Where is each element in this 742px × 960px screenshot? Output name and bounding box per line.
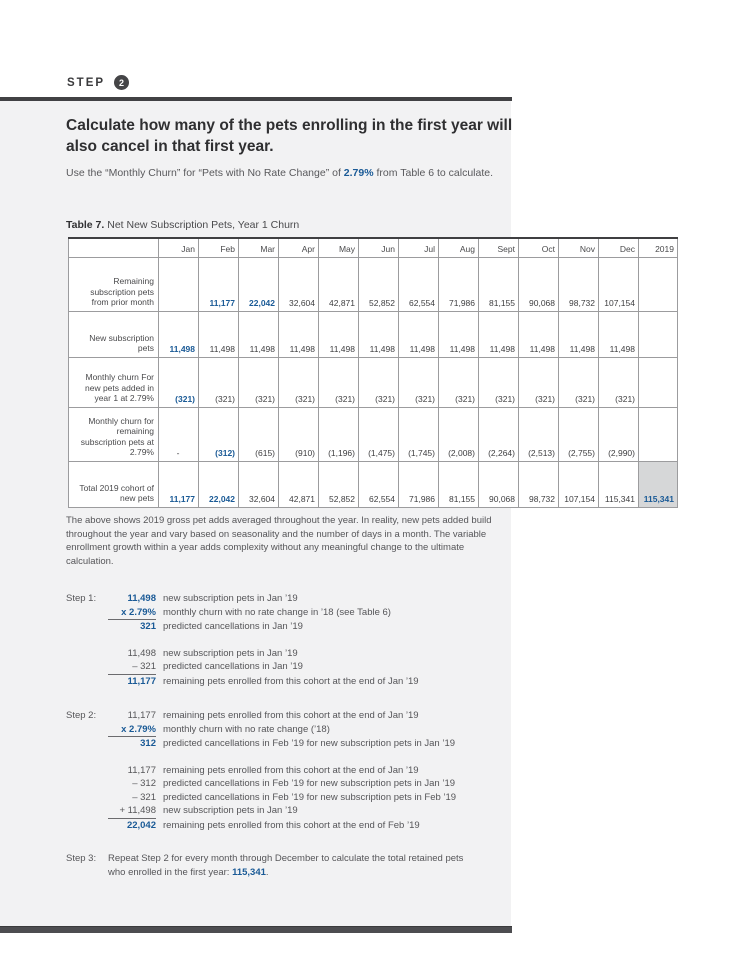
table-cell: 98,732 — [559, 257, 599, 311]
table-cell: 90,068 — [479, 461, 519, 507]
bottom-rule — [0, 926, 512, 933]
table-cell: 71,986 — [399, 461, 439, 507]
calc-number: x 2.79% — [108, 606, 156, 621]
row-label: Monthly churn for remaining subscription pets at 2.79% — [69, 407, 159, 461]
table-caption — [66, 219, 299, 231]
table-cell: 11,498 — [479, 311, 519, 357]
calc-number: 11,498 — [127, 647, 156, 659]
column-header: Apr — [279, 238, 319, 257]
table-cell: (321) — [279, 357, 319, 407]
intro-text-prefix: Use the “Monthly Churn” for “Pets with No Rate Change” of — [66, 167, 344, 179]
calc-description: remaining pets enrolled from this cohort at the end of Jan ’19 — [163, 675, 419, 687]
calc-description: new subscription pets in Jan ’19 — [163, 593, 298, 604]
table-cell — [159, 257, 199, 311]
note-paragraph: The above shows 2019 gross pet adds averaged throughout the year. In reality, new pets added build throughout the year and vary based on seasonality and the number of days in a month. The variable enrollment growth within a year adds complexity without any meaningful change to the ultimate calculation. — [66, 515, 492, 567]
table-cell: 11,177 — [199, 257, 239, 311]
column-header: Nov — [559, 238, 599, 257]
calc-description: remaining pets enrolled from this cohort at the end of Feb ’19 — [163, 819, 420, 831]
calc-line — [108, 660, 419, 675]
table-cell: 32,604 — [239, 461, 279, 507]
calc-description: monthly churn with no rate change in ’18 (see Table 6) — [163, 606, 391, 618]
calc-line — [108, 819, 456, 833]
table-row — [69, 461, 678, 507]
step-1-block — [66, 592, 419, 688]
table-cell: 81,155 — [439, 461, 479, 507]
intro-paragraph — [66, 165, 506, 181]
step-2-calculations — [108, 709, 456, 832]
intro-text-suffix: from Table 6 to calculate. — [373, 167, 494, 179]
column-header: Mar — [239, 238, 279, 257]
calc-description: predicted cancellations in Feb ’19 for new subscription pets in Jan ’19 — [163, 778, 456, 789]
calc-line — [108, 675, 419, 689]
calc-description: new subscription pets in Jan ’19 — [163, 805, 298, 816]
column-header: Feb — [199, 238, 239, 257]
churn-table — [68, 237, 678, 508]
table-cell — [639, 357, 678, 407]
calc-description: predicted cancellations in Jan ’19 — [163, 661, 303, 672]
table-cell: 11,498 — [279, 311, 319, 357]
table-cell: (312) — [199, 407, 239, 461]
calc-number: 11,177 — [127, 675, 156, 687]
table-cell: 32,604 — [279, 257, 319, 311]
step-3-text-suffix: . — [265, 866, 269, 878]
calc-number: 312 — [140, 738, 156, 749]
table-cell: 115,341 — [599, 461, 639, 507]
table-cell: 22,042 — [239, 257, 279, 311]
calc-line — [108, 647, 419, 661]
calc-block — [108, 592, 419, 634]
table-cell: (321) — [239, 357, 279, 407]
column-header: Dec — [599, 238, 639, 257]
table-cell: (2,264) — [479, 407, 519, 461]
column-header: Jan — [159, 238, 199, 257]
calc-number: 11,498 — [127, 593, 156, 604]
calc-line — [108, 606, 419, 621]
calc-description: predicted cancellations in Jan ’19 — [163, 621, 303, 632]
table-cell: (321) — [359, 357, 399, 407]
calc-line — [108, 804, 456, 819]
table-cell: 11,498 — [519, 311, 559, 357]
row-label: New subscription pets — [69, 311, 159, 357]
step-number: 2 — [119, 77, 125, 88]
table-cell: (321) — [599, 357, 639, 407]
table-cell: 62,554 — [359, 461, 399, 507]
calc-description: remaining pets enrolled from this cohort at the end of Jan ’19 — [163, 764, 419, 776]
calc-line — [108, 709, 456, 723]
table-cell: 98,732 — [519, 461, 559, 507]
table-cell: - — [159, 407, 199, 461]
column-header — [69, 238, 159, 257]
table-cell: 11,498 — [159, 311, 199, 357]
table-cell: 11,498 — [399, 311, 439, 357]
table-cell: 11,498 — [559, 311, 599, 357]
page-title: Calculate how many of the pets enrolling in the first year will also cancel in that first year. — [66, 117, 513, 155]
calc-line — [108, 791, 456, 805]
calc-line — [108, 592, 419, 606]
step-3-text — [108, 852, 464, 879]
table-cell: 22,042 — [199, 461, 239, 507]
column-header: 2019 — [639, 238, 678, 257]
table-cell: 62,554 — [399, 257, 439, 311]
table-cell: (321) — [479, 357, 519, 407]
table-cell: 11,177 — [159, 461, 199, 507]
calc-line — [108, 620, 419, 634]
step-header — [67, 75, 129, 90]
table-cell — [639, 311, 678, 357]
calc-block — [108, 764, 456, 833]
step-number-icon — [114, 75, 129, 90]
calc-number: – 321 — [108, 660, 156, 675]
churn-rate-value: 2.79% — [343, 167, 374, 179]
table-cell: (321) — [519, 357, 559, 407]
table-caption-title: Net New Subscription Pets, Year 1 Churn — [104, 219, 300, 231]
calc-line — [108, 737, 456, 751]
table-cell: 11,498 — [599, 311, 639, 357]
table-cell: 11,498 — [199, 311, 239, 357]
table-cell: (2,513) — [519, 407, 559, 461]
table-cell: 52,852 — [359, 257, 399, 311]
calc-line — [108, 777, 456, 791]
table-cell: 115,341 — [639, 461, 678, 507]
calc-description: new subscription pets in Jan ’19 — [163, 647, 298, 659]
column-header: May — [319, 238, 359, 257]
step-1-calculations — [108, 592, 419, 688]
table-row — [69, 357, 678, 407]
calc-description: predicted cancellations in Feb ’19 for new subscription pets in Feb ’19 — [163, 791, 457, 803]
calc-number: 11,177 — [127, 710, 156, 721]
table-cell: 42,871 — [319, 257, 359, 311]
table-cell: (321) — [559, 357, 599, 407]
table-cell: 11,498 — [319, 311, 359, 357]
table-header-row — [69, 238, 678, 257]
column-header: Jun — [359, 238, 399, 257]
row-label: Total 2019 cohort of new pets — [69, 461, 159, 507]
calc-number: 321 — [140, 621, 156, 632]
step-3-label: Step 3: — [66, 853, 97, 864]
column-header: Oct — [519, 238, 559, 257]
calc-number: – 312 — [132, 778, 156, 789]
column-header: Sept — [479, 238, 519, 257]
table-cell: (910) — [279, 407, 319, 461]
calc-line — [108, 764, 456, 778]
table-row — [69, 311, 678, 357]
calc-block — [108, 647, 419, 689]
row-label: Remaining subscription pets from prior month — [69, 257, 159, 311]
table-cell: (2,008) — [439, 407, 479, 461]
calc-description: monthly churn with no rate change (’18) — [163, 723, 330, 735]
table-cell: (2,755) — [559, 407, 599, 461]
table-cell: (2,990) — [599, 407, 639, 461]
calc-number: x 2.79% — [108, 723, 156, 738]
table-cell: 42,871 — [279, 461, 319, 507]
table-cell: (321) — [159, 357, 199, 407]
table-cell: (1,745) — [399, 407, 439, 461]
table-body — [69, 257, 678, 507]
table-cell: (321) — [199, 357, 239, 407]
step-2-block — [66, 709, 456, 832]
calc-number: 22,042 — [126, 819, 156, 831]
step-word: STEP — [67, 76, 106, 89]
table-row — [69, 257, 678, 311]
table-cell: 11,498 — [239, 311, 279, 357]
calc-block — [108, 709, 456, 751]
calc-number: – 321 — [132, 791, 156, 803]
calc-description: predicted cancellations in Feb ’19 for new subscription pets in Jan ’19 — [163, 738, 456, 749]
calc-number: 11,177 — [127, 764, 156, 776]
row-label: Monthly churn For new pets added in year 1 at 2.79% — [69, 357, 159, 407]
table-cell: (1,196) — [319, 407, 359, 461]
table-caption-number: Table 7. — [66, 219, 105, 231]
table-cell: (1,475) — [359, 407, 399, 461]
table-cell — [639, 257, 678, 311]
calc-line — [108, 723, 456, 738]
step-1-label: Step 1: — [66, 593, 97, 604]
table-cell: 11,498 — [359, 311, 399, 357]
calc-description: remaining pets enrolled from this cohort at the end of Jan ’19 — [163, 710, 419, 721]
column-header: Aug — [439, 238, 479, 257]
table-cell: 90,068 — [519, 257, 559, 311]
table-cell: (321) — [399, 357, 439, 407]
table-cell: 81,155 — [479, 257, 519, 311]
table-cell: 107,154 — [599, 257, 639, 311]
table-cell: 11,498 — [439, 311, 479, 357]
step-3-block — [66, 852, 466, 879]
table-cell: (321) — [319, 357, 359, 407]
table-row — [69, 407, 678, 461]
column-header: Jul — [399, 238, 439, 257]
step-3-text-prefix: Repeat Step 2 for every month through December to calculate the total retained pets who enrolled in the first year: — [108, 853, 464, 878]
calc-number: + 11,498 — [108, 804, 156, 819]
total-retained-pets-value: 115,341 — [232, 866, 266, 878]
table-cell: 107,154 — [559, 461, 599, 507]
table-cell: 52,852 — [319, 461, 359, 507]
table-cell: (321) — [439, 357, 479, 407]
step-2-label: Step 2: — [66, 710, 97, 721]
table-cell: (615) — [239, 407, 279, 461]
table-cell — [639, 407, 678, 461]
table-cell: 71,986 — [439, 257, 479, 311]
